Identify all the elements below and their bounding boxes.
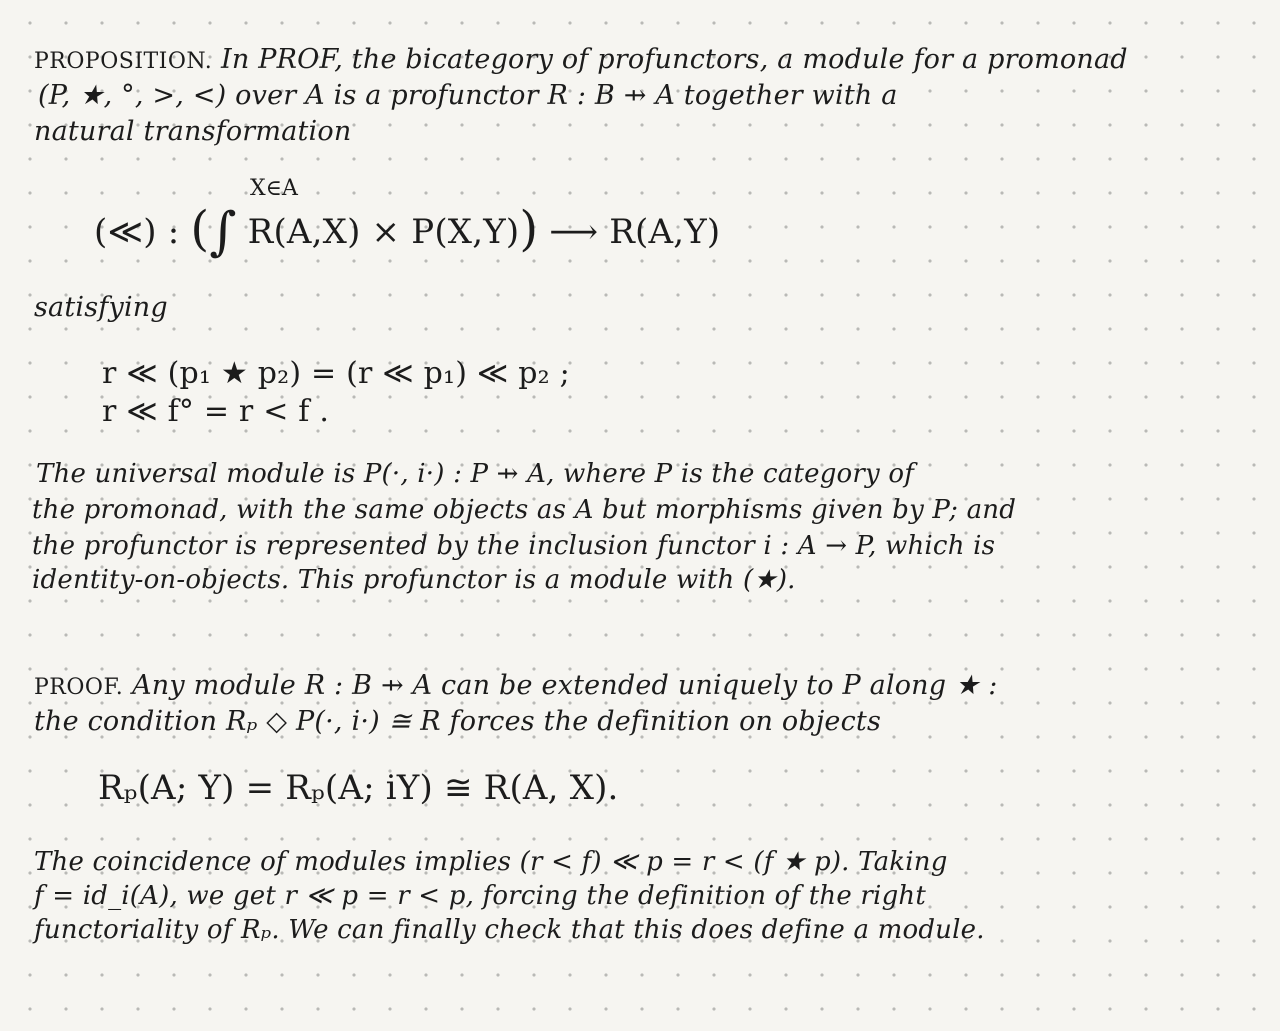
module-action-formula: (≪) : (∫ R(A,X) × P(X,Y)) ⟶ R(A,Y) (94, 201, 721, 262)
satisfying-label: satisfying (34, 292, 168, 323)
axiom-unit: r ≪ f° = r < f . (102, 394, 330, 429)
closing-line-2: f = id_i(A), we get r ≪ p = r < p, forcing the definition of the right (34, 881, 927, 911)
integral-sign: ∫ (209, 202, 237, 262)
universal-line-2: the promonad, with the same objects as A but morphisms given by P; and (32, 495, 1017, 525)
proof-line-1: PROOF. Any module R : B ⇸ A can be extended uniquely to P along ★ : (34, 670, 998, 701)
axiom-associativity: r ≪ (p₁ ★ p₂) = (r ≪ p₁) ≪ p₂ ; (102, 356, 570, 391)
closing-line-3: functoriality of Rₚ. We can finally check that this does define a module. (34, 915, 985, 945)
proof-label: PROOF. (34, 675, 124, 700)
proposition-line-3: natural transformation (34, 116, 352, 147)
proof-line-2: the condition Rₚ ◇ P(·, i·) ≅ R forces the definition on objects (34, 706, 882, 737)
proposition-line-1: PROPOSITION. In PROF, the bicategory of profunctors, a module for a promonad (34, 44, 1128, 75)
integral-superscript: X∈A (250, 176, 298, 201)
universal-line-4: identity-on-objects. This profunctor is a module with (★). (32, 565, 796, 595)
closing-line-1: The coincidence of modules implies (r < f) ≪ p = r < (f ★ p). Taking (34, 847, 948, 877)
proposition-line-2: (P, ★, °, >, <) over A is a profunctor R : B ⇸ A together with a (38, 80, 898, 111)
proposition-label: PROPOSITION. (34, 49, 213, 74)
proof-formula: Rₚ(A; Y) = Rₚ(A; iY) ≅ R(A, X). (98, 768, 619, 808)
universal-line-1: The universal module is P(·, i·) : P ⇸ A, where P is the category of (36, 459, 915, 489)
universal-line-3: the profunctor is represented by the inclusion functor i : A → P, which is (32, 531, 996, 561)
